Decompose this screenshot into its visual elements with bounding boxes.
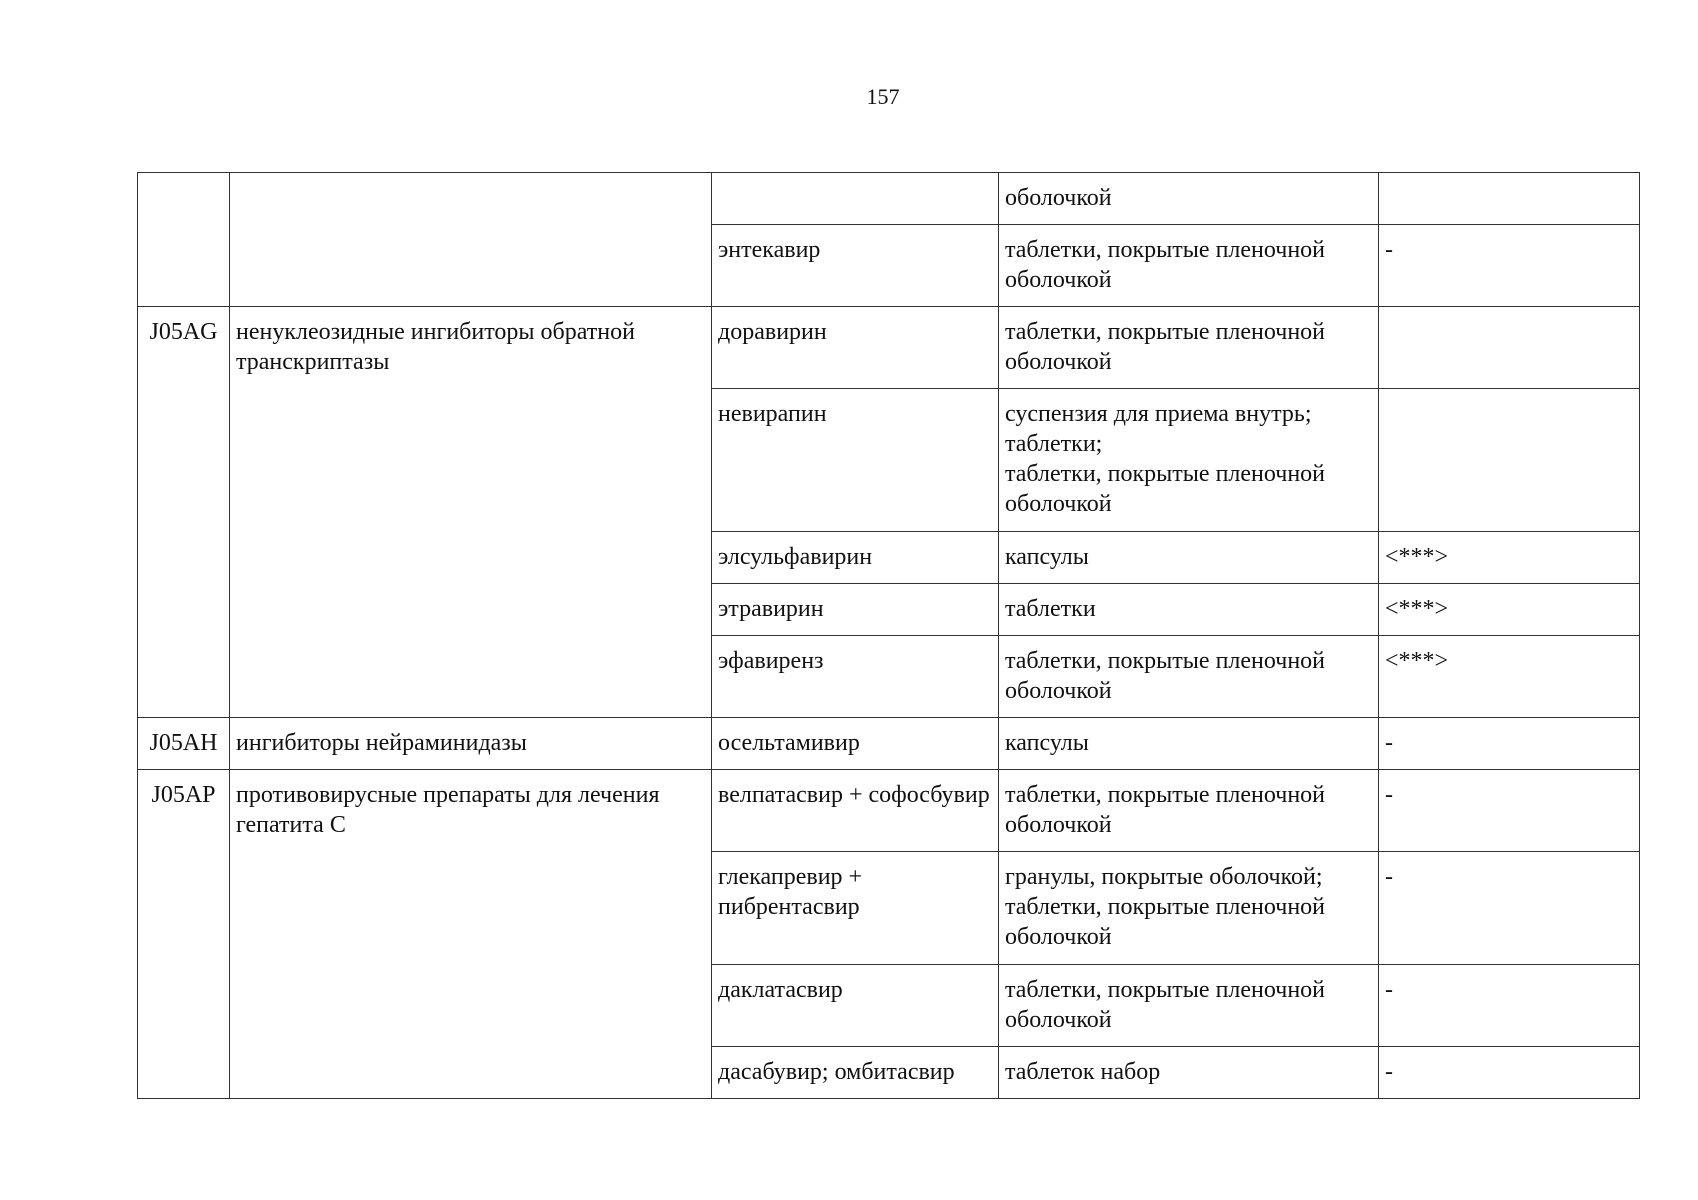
drug-name-cell: велпатасвир + софосбувир xyxy=(712,770,999,852)
drug-name-cell: дасабувир; омбитасвир xyxy=(712,1047,999,1099)
note-cell: - xyxy=(1379,965,1640,1047)
drug-name-cell xyxy=(712,173,999,225)
dosage-form-line: оболочкой xyxy=(1005,678,1112,704)
dosage-form-line: таблетки, покрытые пленочной xyxy=(1005,977,1326,1003)
dosage-form-line: оболочкой xyxy=(1005,1007,1112,1033)
dosage-form-cell xyxy=(999,532,1379,584)
dosage-form-line: оболочкой xyxy=(1005,491,1112,517)
drug-table xyxy=(137,172,1640,1099)
drug-name-cell: эфавиренз xyxy=(712,636,999,718)
atc-code-cell: J05AH xyxy=(138,718,230,770)
dosage-form-cell xyxy=(999,225,1379,307)
dosage-form-cell xyxy=(999,852,1379,965)
dosage-form-line: таблетки, покрытые пленочной xyxy=(1005,319,1326,345)
group-name-cell xyxy=(230,173,712,307)
dosage-form-cell xyxy=(999,173,1379,225)
dosage-form-cell xyxy=(999,307,1379,389)
dosage-form-cell xyxy=(999,965,1379,1047)
note-cell: - xyxy=(1379,852,1640,965)
dosage-form-line: оболочкой xyxy=(1005,924,1112,950)
table-row xyxy=(138,718,1640,770)
dosage-form-line: таблетки, покрытые пленочной xyxy=(1005,648,1326,674)
drug-name-cell: доравирин xyxy=(712,307,999,389)
dosage-form-line: оболочкой xyxy=(1005,349,1112,375)
note-cell xyxy=(1379,307,1640,389)
note-cell: <***> xyxy=(1379,532,1640,584)
atc-code-cell: J05AG xyxy=(138,307,230,718)
dosage-form-cell xyxy=(999,718,1379,770)
table-row xyxy=(138,307,1640,389)
note-cell xyxy=(1379,389,1640,532)
dosage-form-line: таблетки, покрытые пленочной xyxy=(1005,461,1326,487)
drug-name-cell: осельтамивир xyxy=(712,718,999,770)
drug-name-cell: этравирин xyxy=(712,584,999,636)
note-cell: - xyxy=(1379,718,1640,770)
dosage-form-line: капсулы xyxy=(1005,544,1089,570)
dosage-form-line: оболочкой xyxy=(1005,267,1112,293)
drug-name-cell: невирапин xyxy=(712,389,999,532)
atc-code-cell xyxy=(138,173,230,307)
note-cell: <***> xyxy=(1379,584,1640,636)
drug-name-cell: глекапревир + пибрентасвир xyxy=(712,852,999,965)
dosage-form-line: оболочкой xyxy=(1005,812,1112,838)
note-cell xyxy=(1379,173,1640,225)
dosage-form-cell xyxy=(999,389,1379,532)
group-name-cell: противовирусные препараты для лечения гепатита C xyxy=(230,770,712,1099)
group-name-cell: ингибиторы нейраминидазы xyxy=(230,718,712,770)
note-cell: - xyxy=(1379,1047,1640,1099)
dosage-form-line: таблетки, покрытые пленочной xyxy=(1005,894,1326,920)
table-row xyxy=(138,173,1640,225)
dosage-form-line: капсулы xyxy=(1005,730,1089,756)
dosage-form-line: таблетки, покрытые пленочной xyxy=(1005,237,1326,263)
atc-code-cell: J05AP xyxy=(138,770,230,1099)
dosage-form-line: таблетки xyxy=(1005,596,1096,622)
dosage-form-cell xyxy=(999,636,1379,718)
dosage-form-line: таблетки; xyxy=(1005,431,1103,457)
drug-name-cell: даклатасвир xyxy=(712,965,999,1047)
dosage-form-line: таблетки, покрытые пленочной xyxy=(1005,782,1326,808)
dosage-form-cell xyxy=(999,584,1379,636)
dosage-form-line: гранулы, покрытые оболочкой; xyxy=(1005,864,1323,890)
dosage-form-line: суспензия для приема внутрь; xyxy=(1005,401,1312,427)
table-row xyxy=(138,770,1640,852)
dosage-form-line: оболочкой xyxy=(1005,185,1112,211)
dosage-form-cell xyxy=(999,1047,1379,1099)
drug-name-cell: элсульфавирин xyxy=(712,532,999,584)
group-name-cell: ненуклеозидные ингибиторы обратной транскриптазы xyxy=(230,307,712,718)
dosage-form-line: таблеток набор xyxy=(1005,1059,1161,1085)
note-cell: <***> xyxy=(1379,636,1640,718)
page-number: 157 xyxy=(866,84,900,109)
note-cell: - xyxy=(1379,225,1640,307)
drug-name-cell: энтекавир xyxy=(712,225,999,307)
note-cell: - xyxy=(1379,770,1640,852)
dosage-form-cell xyxy=(999,770,1379,852)
